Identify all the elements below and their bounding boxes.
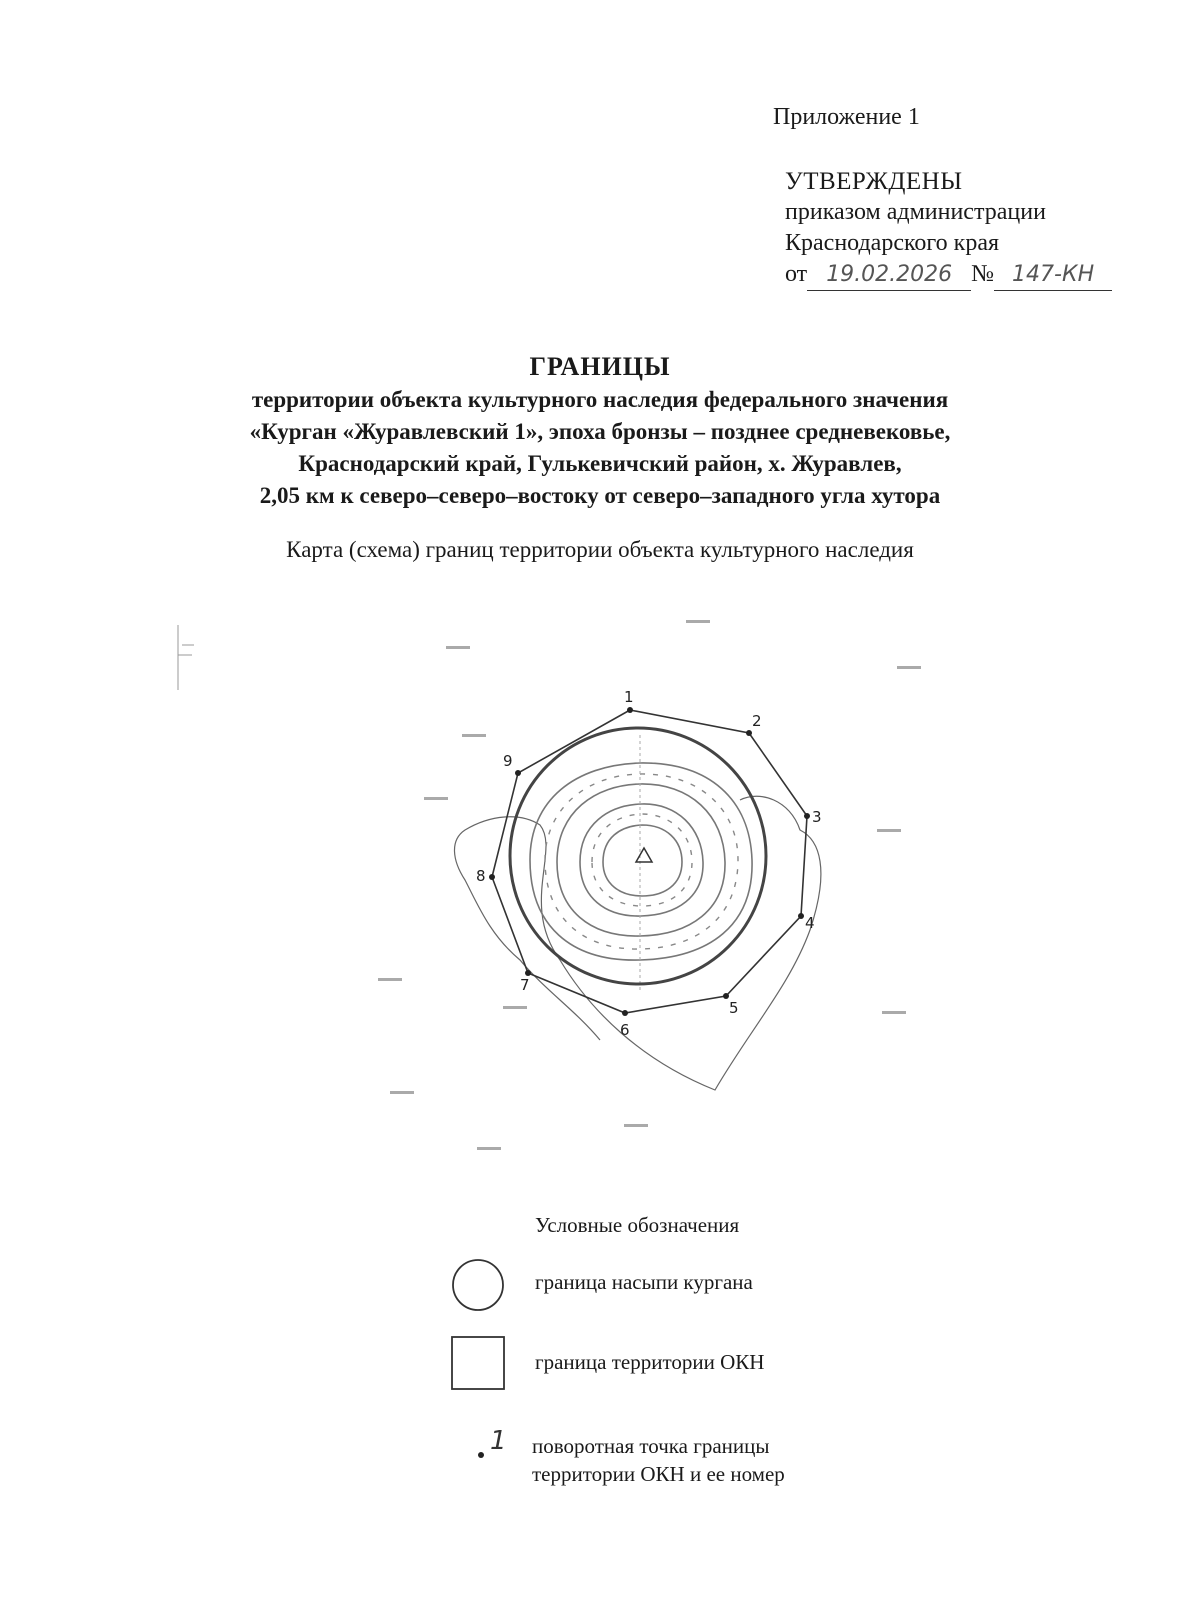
title-line-2: «Курган «Журавлевский 1», эпоха бронзы – позднее средневековье, xyxy=(249,419,951,444)
legend-title: Условные обозначения xyxy=(535,1213,740,1237)
point-label-1: 1 xyxy=(624,688,634,706)
mound-boundary xyxy=(510,728,766,984)
point-label-2: 2 xyxy=(752,712,762,730)
turning-point-3 xyxy=(804,813,810,819)
point-label-4: 4 xyxy=(805,914,815,932)
title-main: ГРАНИЦЫ xyxy=(529,352,671,381)
geodetic-triangle xyxy=(636,848,652,862)
legend-territory-label: граница территории ОКН xyxy=(535,1350,765,1374)
turning-point-6 xyxy=(622,1010,628,1016)
title-line-4: 2,05 км к северо–северо–востоку от северо–западного угла хутора xyxy=(259,483,941,508)
legend-point-label-line-2: территории ОКН и ее номер xyxy=(532,1462,785,1486)
point-label-7: 7 xyxy=(520,976,530,994)
legend-point-label-line-1: поворотная точка границы xyxy=(532,1434,770,1458)
point-label-6: 6 xyxy=(620,1021,630,1039)
turning-point-2 xyxy=(746,730,752,736)
point-label-5: 5 xyxy=(729,999,739,1017)
point-label-3: 3 xyxy=(812,808,822,826)
handwritten-number: 147-КН xyxy=(1012,262,1095,287)
document-title xyxy=(0,350,1200,512)
approved-line-2: Краснодарского края xyxy=(785,230,1000,256)
title-line-1: территории объекта культурного наследия федерального значения xyxy=(251,387,949,412)
spot-heights xyxy=(378,620,921,1160)
turning-point-8 xyxy=(489,874,495,880)
turning-point-9 xyxy=(515,770,521,776)
turning-point-4 xyxy=(798,913,804,919)
legend-square-icon xyxy=(448,1333,508,1393)
margin-mark xyxy=(178,625,194,690)
handwritten-date: 19.02.2026 xyxy=(826,262,953,287)
appendix-label: Приложение 1 xyxy=(773,104,920,130)
date-prefix: от xyxy=(785,261,808,287)
point-label-9: 9 xyxy=(503,752,513,770)
approved-title: УТВЕРЖДЕНЫ xyxy=(785,168,963,195)
turning-point-labels xyxy=(476,688,822,1039)
approval-date-line xyxy=(785,259,1112,291)
approval-block xyxy=(785,166,1112,291)
point-label-8: 8 xyxy=(476,867,486,885)
legend-point-sample: 1 xyxy=(490,1426,507,1456)
title-line-3: Краснодарский край, Гулькевичский район, х. Журавлев, xyxy=(298,451,902,476)
turning-point-1 xyxy=(627,707,633,713)
map-subtitle: Карта (схема) границ территории объекта культурного наследия xyxy=(286,537,914,562)
legend-point-label xyxy=(532,1432,785,1488)
legend-circle-icon xyxy=(448,1255,508,1315)
boundary-map xyxy=(0,600,1200,1160)
legend-point-icon xyxy=(470,1420,510,1470)
number-prefix: № xyxy=(971,261,995,287)
approved-line-1: приказом администрации xyxy=(785,199,1046,225)
legend-mound-label: граница насыпи кургана xyxy=(535,1270,753,1294)
